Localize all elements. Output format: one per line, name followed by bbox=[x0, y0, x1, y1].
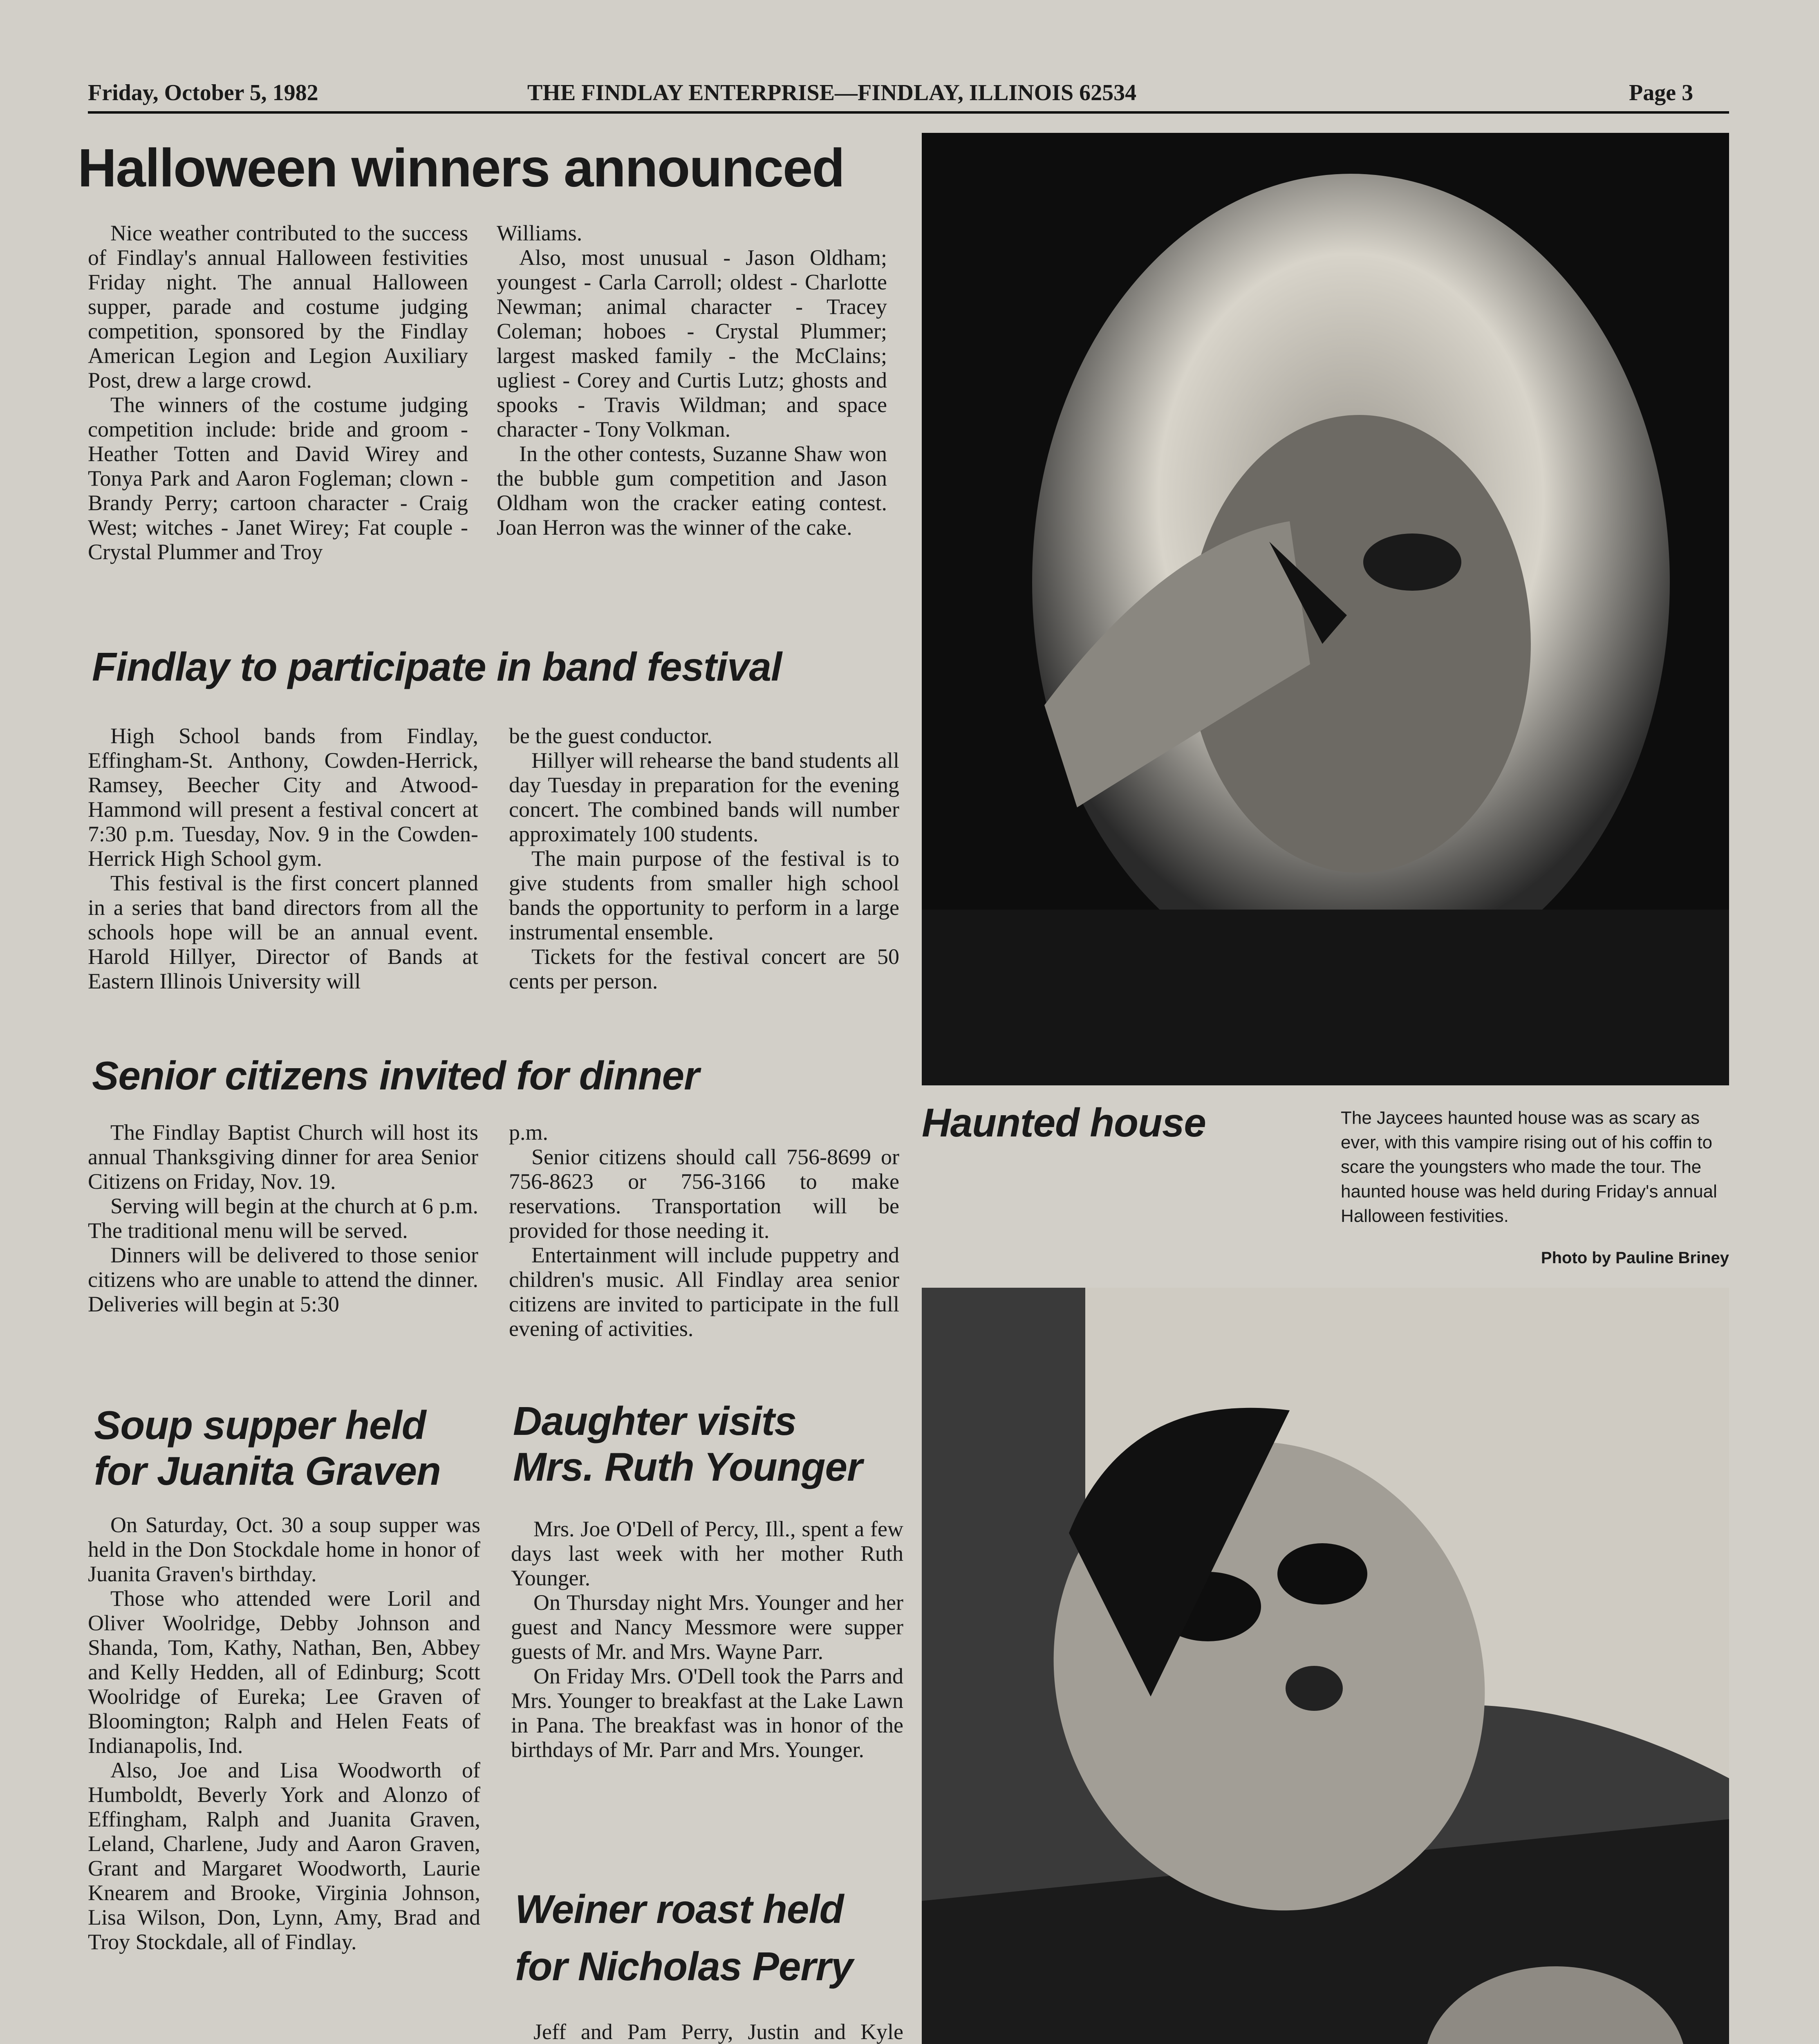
paragraph: Dinners will be delivered to those senior citizens who are unable to attend the dinner. Deliveries will begin at 5:30 bbox=[88, 1243, 478, 1316]
paragraph: Jeff and Pam Perry, Justin and Kyle bbox=[533, 2019, 903, 2044]
band-col2 bbox=[509, 724, 899, 993]
paragraph: Williams. bbox=[497, 221, 582, 245]
paragraph: This festival is the first concert planned in a series that band directors from all the schools hope will be an annual event. Harold Hillyer, Director of Bands at Eastern Illinois University will bbox=[88, 871, 478, 993]
headline-weiner bbox=[515, 1880, 853, 1995]
headline-line: Mrs. Ruth Younger bbox=[513, 1444, 862, 1489]
paragraph: Serving will begin at the church at 6 p.m. The traditional menu will be served. bbox=[88, 1194, 478, 1243]
band-col1 bbox=[88, 724, 478, 993]
paragraph: p.m. bbox=[509, 1120, 549, 1145]
paragraph: Hillyer will rehearse the band students all day Tuesday in preparation for the evening concert. The combined bands will number approximately 100 students. bbox=[509, 748, 899, 846]
headline-band: Findlay to participate in band festival bbox=[92, 644, 782, 689]
headline-line: Soup supper held bbox=[94, 1403, 426, 1448]
paragraph: Those who attended were Loril and Oliver Woolridge, Debby Johnson and Shanda, Tom, Kathy, Nathan, Ben, Abbey and Kelly Hedden, all of Edinburg; Scott Woolridge of Eureka; Lee Graven of Bloomington; Ralph and Helen Feats of Indianapolis, Ind. bbox=[88, 1586, 480, 1758]
soup-body bbox=[88, 1513, 480, 1954]
monster-photo bbox=[922, 1288, 1729, 2044]
page-number: Page 3 bbox=[1629, 80, 1694, 105]
senior-col1 bbox=[88, 1120, 478, 1316]
headline-line: for Nicholas Perry bbox=[515, 1944, 853, 1989]
paragraph: Tickets for the festival concert are 50 cents per person. bbox=[509, 944, 899, 993]
monster-image bbox=[922, 1288, 1729, 2044]
halloween-col2 bbox=[497, 221, 887, 540]
paragraph: On Thursday night Mrs. Younger and her guest and Nancy Messmore were supper guests of Mr. and Mrs. Wayne Parr. bbox=[511, 1590, 903, 1664]
headline-halloween: Halloween winners announced bbox=[78, 138, 845, 198]
senior-col2 bbox=[509, 1120, 899, 1341]
headline-daughter bbox=[513, 1398, 862, 1490]
paragraph: High School bands from Findlay, Effingham-St. Anthony, Cowden-Herrick, Ramsey, Beecher City and Atwood-Hammond will present a festival concert at 7:30 p.m. Tuesday, Nov. 9 in the Cowden-Herrick High School gym. bbox=[88, 724, 478, 871]
paragraph: Nice weather contributed to the success of Findlay's annual Halloween festivities Friday night. The annual Halloween supper, parade and costume judging competition, sponsored by the Findlay American Legion and Legion Auxiliary Post, drew a large crowd. bbox=[88, 221, 468, 392]
paragraph: The winners of the costume judging competition include: bride and groom - Heather Totten and David Wirey and Tonya Park and Aaron Fogleman; clown - Brandy Perry; cartoon character - Craig West; witches - Janet Wirey; Fat couple - Crystal Plummer and Troy bbox=[88, 392, 468, 564]
paragraph: Mrs. Joe O'Dell of Percy, Ill., spent a few days last week with her mother Ruth Younger. bbox=[511, 1517, 903, 1590]
headline-soup bbox=[94, 1402, 441, 1494]
paragraph: Also, most unusual - Jason Oldham; youngest - Carla Carroll; oldest - Charlotte Newman; animal character - Tracey Coleman; hoboes - Crystal Plummer; largest masked family - the McClains; ugliest - Corey and Curtis Lutz; ghosts and spooks - Travis Wildman; and space character - Tony Volkman. bbox=[497, 245, 887, 442]
haunted-house-title: Haunted house bbox=[922, 1100, 1206, 1145]
paragraph: On Friday Mrs. O'Dell took the Parrs and Mrs. Younger to breakfast at the Lake Lawn in Pana. The breakfast was in honor of the birthdays of Mr. Parr and Mrs. Younger. bbox=[511, 1664, 903, 1762]
paragraph: Also, Joe and Lisa Woodworth of Humboldt, Beverly York and Alonzo of Effingham, Ralph and Juanita Graven, Leland, Charlene, Judy and Aaron Graven, Grant and Margaret Woodworth, Laurie Knearem and Brooke, Virginia Johnson, Lisa Wilson, Don, Lynn, Amy, Brad and Troy Stockdale, all of Findlay. bbox=[88, 1758, 480, 1954]
paragraph: The main purpose of the festival is to give students from smaller high school bands the opportunity to perform in a large instrumental ensemble. bbox=[509, 846, 899, 944]
paragraph: Senior citizens should call 756-8699 or 756-8623 or 756-3166 to make reservations. Transportation will be provided for those needing it. bbox=[509, 1145, 899, 1243]
paragraph: be the guest conductor. bbox=[509, 724, 712, 748]
haunted-house-photo bbox=[922, 133, 1729, 1085]
paper-name: THE FINDLAY ENTERPRISE—FINDLAY, ILLINOIS 62534 bbox=[527, 80, 1137, 105]
masthead-rule bbox=[88, 111, 1729, 114]
paragraph: On Saturday, Oct. 30 a soup supper was held in the Don Stockdale home in honor of Juanita Graven's birthday. bbox=[88, 1513, 480, 1586]
paragraph: In the other contests, Suzanne Shaw won the bubble gum competition and Jason Oldham won the cracker eating contest. Joan Herron was the winner of the cake. bbox=[497, 442, 887, 540]
paragraph: The Findlay Baptist Church will host its annual Thanksgiving dinner for area Senior Citizens on Friday, Nov. 19. bbox=[88, 1120, 478, 1194]
paragraph: Entertainment will include puppetry and children's music. All Findlay area senior citizens are invited to participate in the full evening of activities. bbox=[509, 1243, 899, 1341]
headline-line: Daughter visits bbox=[513, 1399, 796, 1443]
haunted-house-credit: Photo by Pauline Briney bbox=[1541, 1249, 1729, 1267]
headline-line: Weiner roast held bbox=[515, 1887, 844, 1932]
weiner-body bbox=[511, 2019, 903, 2044]
daughter-body bbox=[511, 1517, 903, 1762]
vampire-image bbox=[922, 133, 1729, 1085]
haunted-house-caption: The Jaycees haunted house was as scary as ever, with this vampire rising out of his coffin to scare the youngsters who made the tour. The haunted house was held during Friday's annual Halloween festivities. bbox=[1341, 1108, 1717, 1226]
headline-senior: Senior citizens invited for dinner bbox=[92, 1053, 699, 1098]
halloween-col1 bbox=[88, 221, 468, 564]
headline-line: for Juanita Graven bbox=[94, 1448, 441, 1493]
issue-date: Friday, October 5, 1982 bbox=[88, 80, 318, 105]
